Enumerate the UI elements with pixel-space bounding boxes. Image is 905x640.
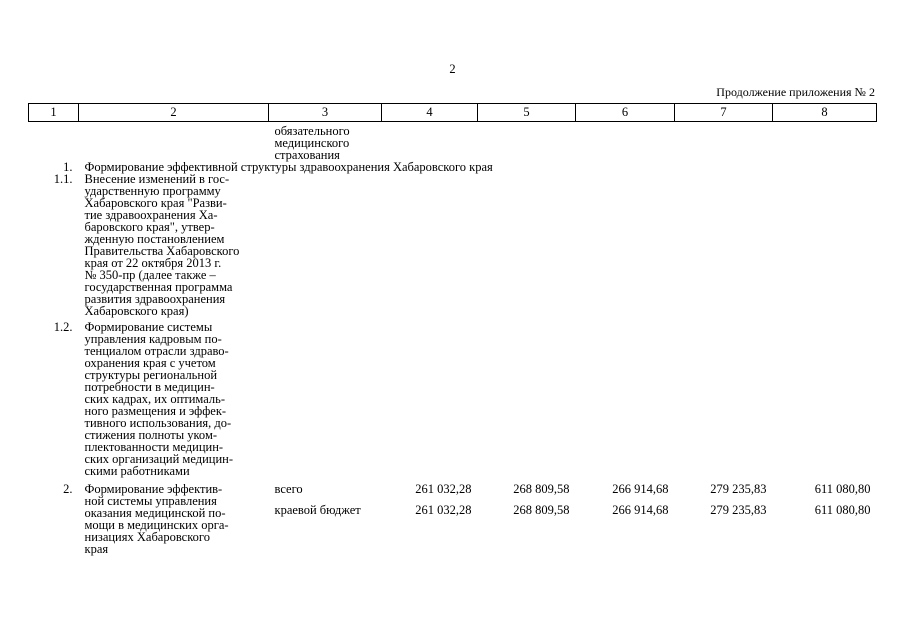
value-cell: 261 032,28 xyxy=(415,503,472,517)
funding-col-5 xyxy=(478,477,576,555)
table-row xyxy=(29,173,877,317)
row-index: 1.2. xyxy=(53,320,73,334)
value-cell: 268 809,58 xyxy=(513,503,570,517)
value-cell: 268 809,58 xyxy=(513,482,570,496)
funding-col-8 xyxy=(773,477,877,555)
page-number: 2 xyxy=(449,62,456,76)
header-cell-8: 8 xyxy=(773,104,877,122)
row-text: Формирование эффективной структуры здравоохранения Хабаровского края xyxy=(84,160,493,174)
carry-over-text: обязательного медицинского страхования xyxy=(274,124,350,162)
value-cell: 279 235,83 xyxy=(710,503,767,517)
value-cell: 611 080,80 xyxy=(814,482,871,496)
funding-source-total: всего xyxy=(274,482,303,496)
value-cell: 266 914,68 xyxy=(612,482,669,496)
carry-over-row xyxy=(29,122,877,162)
header-cell-1: 1 xyxy=(29,104,79,122)
table-row xyxy=(29,477,877,555)
row-text: Формирование эффектив- ной системы управления оказания медицинской по- мощи в медицинских орга- низациях Хабаровского края xyxy=(84,482,229,556)
header-cell-3: 3 xyxy=(269,104,382,122)
row-index: 1.1. xyxy=(53,172,73,186)
header-cell-4: 4 xyxy=(382,104,478,122)
header-cell-7: 7 xyxy=(675,104,773,122)
header-cell-5: 5 xyxy=(478,104,576,122)
header-cell-2: 2 xyxy=(79,104,269,122)
value-cell: 611 080,80 xyxy=(814,503,871,517)
funding-sources xyxy=(269,477,382,555)
funding-col-4 xyxy=(382,477,478,555)
header-row xyxy=(29,104,877,122)
row-index: 2. xyxy=(63,482,73,496)
continuation-label: Продолжение приложения № 2 xyxy=(716,85,875,99)
header-cell-6: 6 xyxy=(576,104,675,122)
funding-col-7 xyxy=(675,477,773,555)
value-cell: 261 032,28 xyxy=(415,482,472,496)
row-text: Внесение изменений в гос- ударственную программу Хабаровского края "Разви- тие здравоохранения Ха- баровского края", утвер- жденную постановлением Правительства Хабаровского края от 22 октября 2013 г. № 350-пр (далее также – государственная программа развития здравоохранения Хабаровского края) xyxy=(84,172,240,318)
value-cell: 279 235,83 xyxy=(710,482,767,496)
value-cell: 266 914,68 xyxy=(612,503,669,517)
row-index: 1. xyxy=(63,160,73,174)
row-text: Формирование системы управления кадровым по- тенциалом отрасли здраво- охранения края с учетом структуры региональной потребности в медицин- ских кадрах, их оптималь- ного размещения и эффек- тивного использования, до- стижения полноты уком- плектованности медицин- ских организаций медицин- скими работниками xyxy=(84,320,233,478)
funding-col-6 xyxy=(576,477,675,555)
table-row xyxy=(29,317,877,477)
funding-source-regional: краевой бюджет xyxy=(274,503,361,517)
appendix-table xyxy=(28,103,877,555)
